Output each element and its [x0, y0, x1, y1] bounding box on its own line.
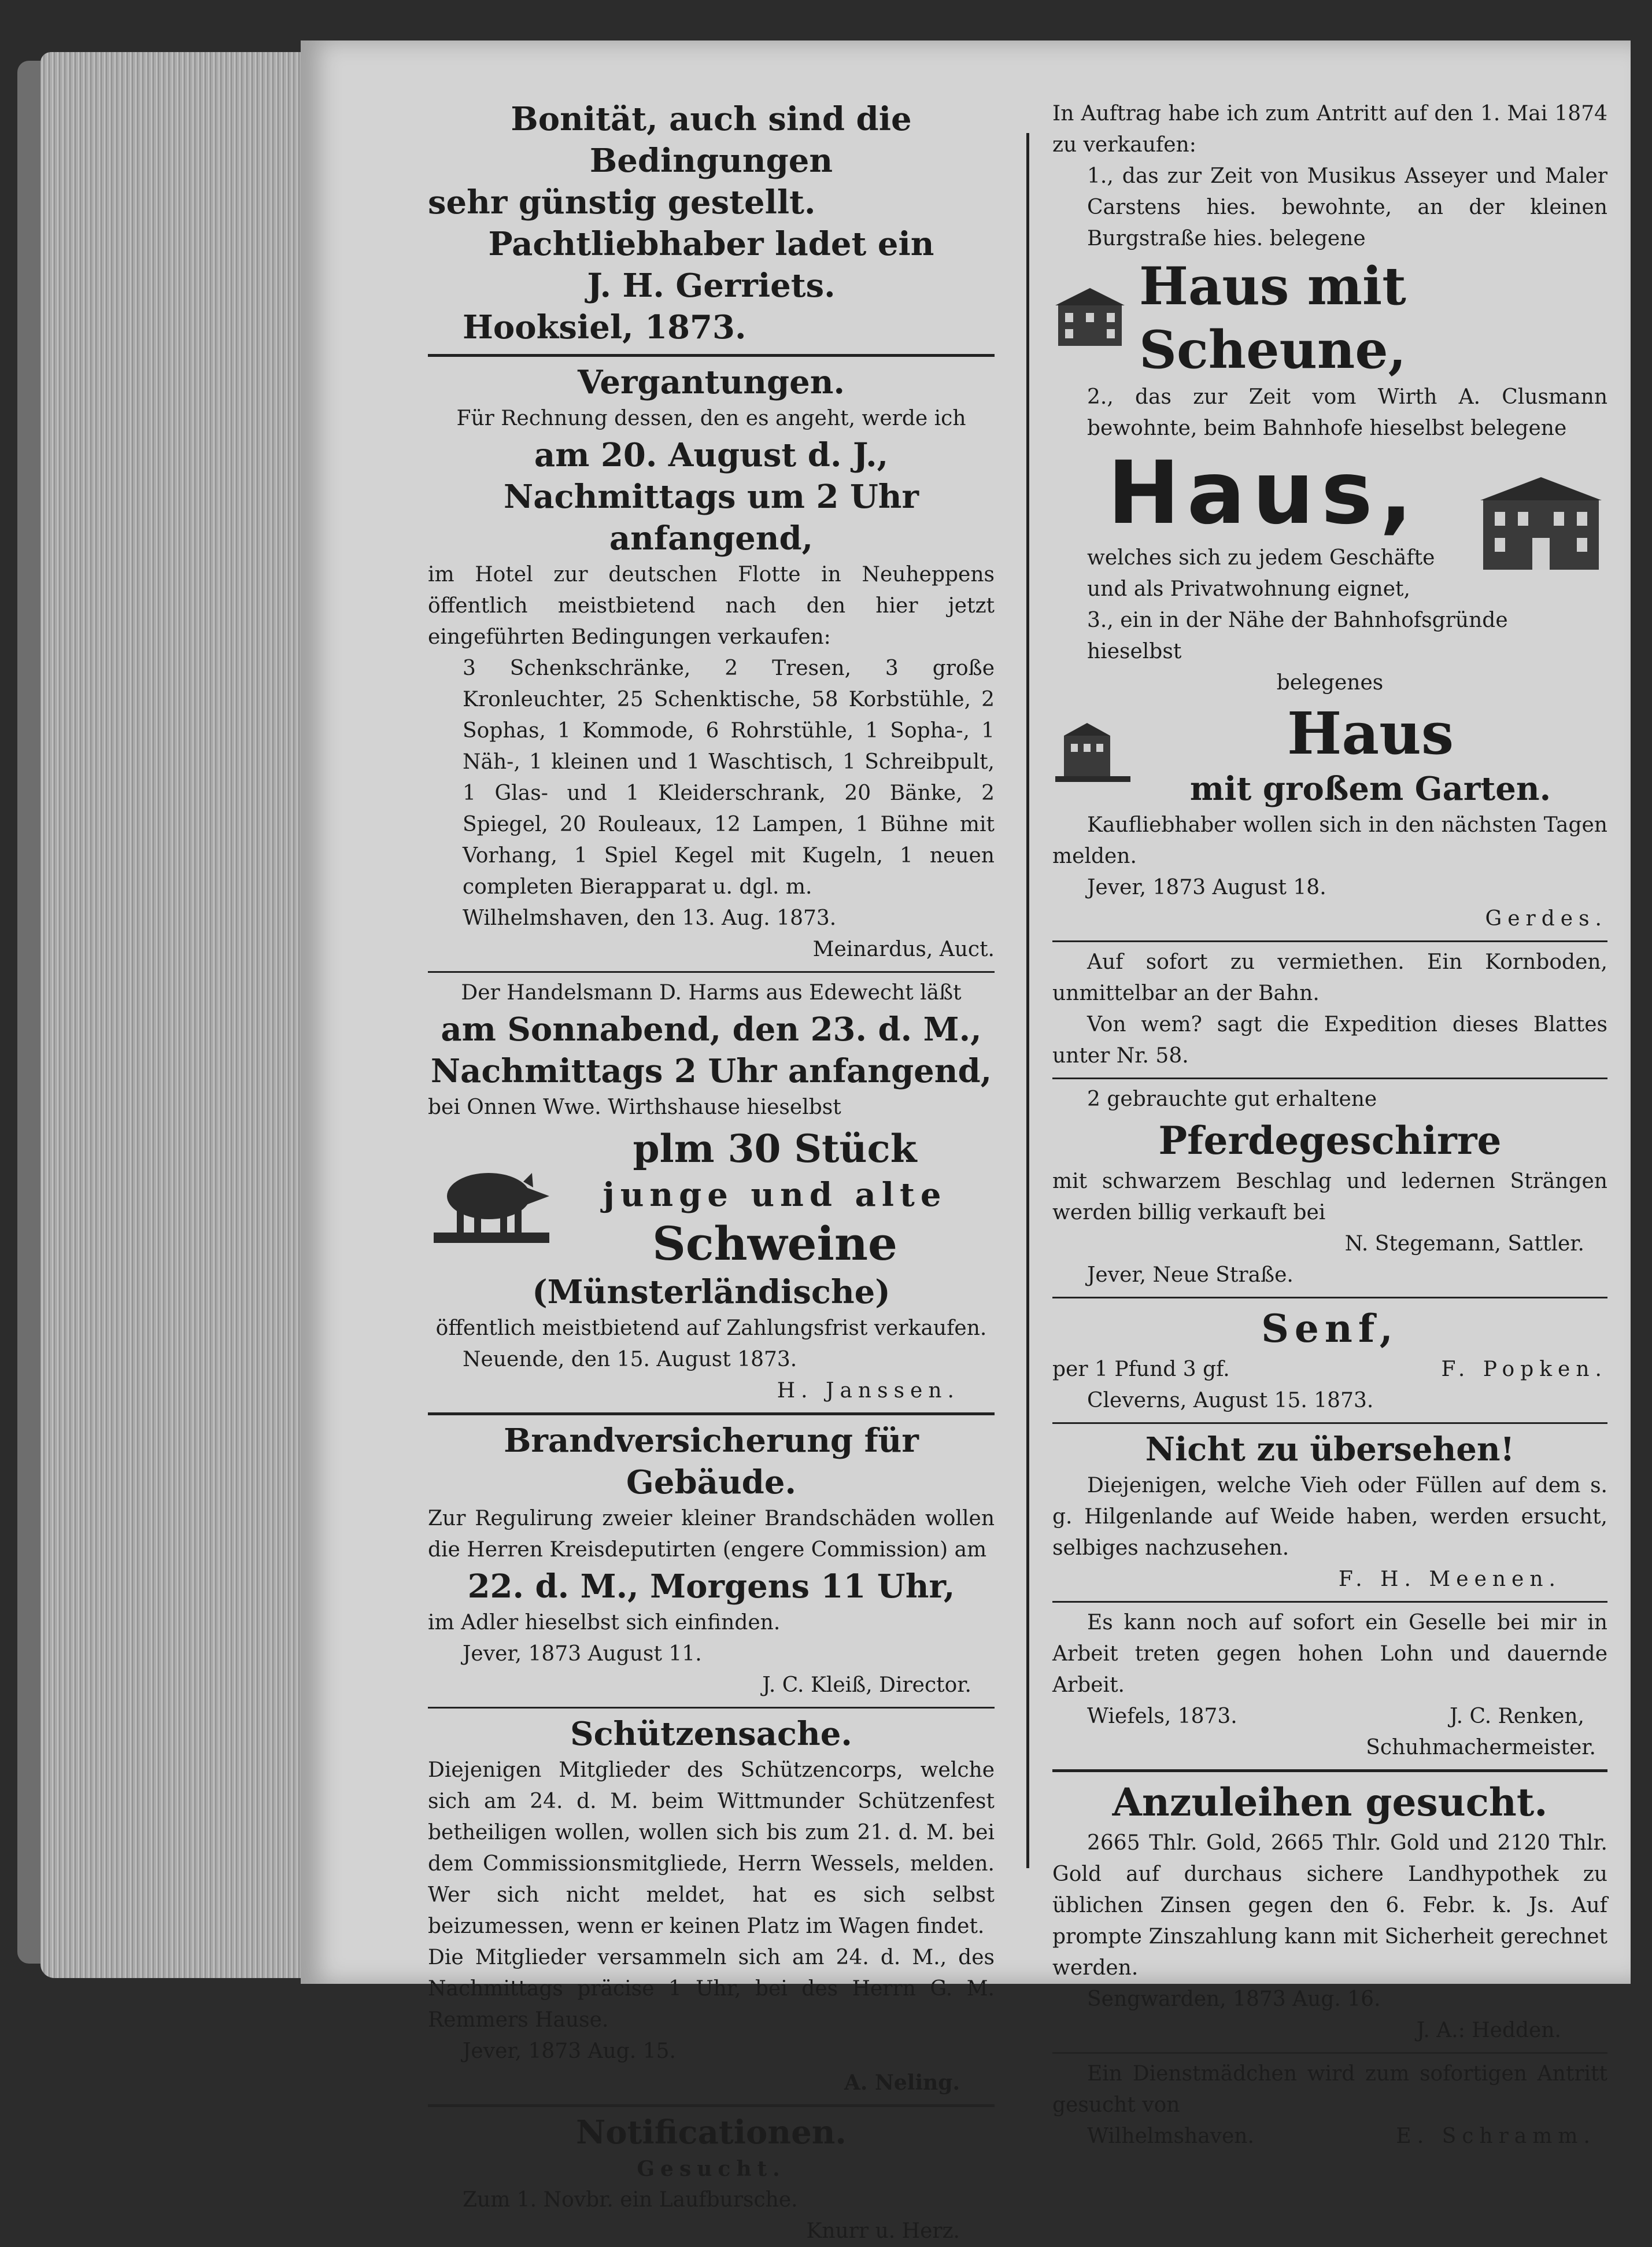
ad-text: mit schwarzem Beschlag und ledernen Strängen werden billig verkauft bei	[1052, 1169, 1607, 1224]
ad-line	[1052, 1354, 1607, 1385]
ad-signature: J. H. Gerriets.	[587, 267, 836, 305]
ad-signature: Knurr u. Herz.	[806, 2219, 960, 2243]
ad-haus-verkauf	[1052, 98, 1607, 935]
ad-signature: F. Popken.	[1441, 1357, 1607, 1381]
ad-signature: N. Stegemann, Sattler.	[1344, 1232, 1584, 1256]
ad-title: Notificationen.	[576, 2113, 847, 2152]
villa-icon	[1474, 471, 1607, 578]
rule	[428, 1707, 995, 1709]
ad-notificationen	[428, 2112, 995, 2247]
ad-line: sehr günstig gestellt.	[428, 183, 816, 222]
rule	[1052, 1297, 1607, 1298]
ad-geselle	[1052, 1607, 1607, 1763]
ad-place: Wiefels, 1873.	[1087, 1704, 1237, 1728]
ad-signature: F. H. Meenen.	[1338, 1567, 1561, 1591]
ad-line	[1052, 2121, 1607, 2152]
ad-count: plm 30 Stück	[633, 1126, 917, 1171]
rule	[428, 2104, 995, 2107]
ad-text: Die Mitglieder versammeln sich am 24. d. M., des Nachmittags präcise 1 Uhr, bei des Herrn G. M. Remmers Hause.	[428, 1946, 995, 2032]
rule	[1052, 1601, 1607, 1603]
ad-items: 3 Schenkschränke, 2 Tresen, 3 große Kronleuchter, 25 Schenktische, 58 Korbstühle, 2 Sophas, 1 Kommode, 6 Rohrstühle, 1 Sopha-, 1 Näh-, 1 kleinen und 1 Waschtisch, 1 Schreibpult, 1 Glas- und 1 Kleiderschrank, 20 Bänke, 2 Spiegel, 20 Rouleaux, 12 Lampen, 1 Bühne mit Vorhang, 1 Spiel Kegel mit Kugeln, 1 neuen completen Bierapparat u. dgl. m.	[463, 656, 995, 899]
ad-headline: Haus	[1287, 699, 1454, 768]
ad-time: Nachmittags 2 Uhr anfangend,	[430, 1052, 992, 1090]
ad-schweine	[428, 977, 995, 1407]
ad-title: Nicht zu übersehen!	[1145, 1430, 1515, 1469]
ad-text: Von wem? sagt die Expedition dieses Blattes unter Nr. 58.	[1052, 1013, 1607, 1068]
ad-text: im Adler hieselbst sich einfinden.	[428, 1611, 781, 1634]
rule	[1052, 940, 1607, 942]
ad-line	[1052, 1701, 1607, 1732]
ad-text: Kaufliebhaber wollen sich in den nächsten Tagen melden.	[1052, 813, 1607, 868]
rule	[1052, 2052, 1607, 2054]
ad-text: öffentlich meistbietend auf Zahlungsfrist verkaufen.	[435, 1316, 987, 1340]
ad-pferdegeschirre	[1052, 1084, 1607, 1291]
pig-block	[428, 1123, 995, 1271]
ad-animal: Schweine	[652, 1216, 897, 1271]
ad-place: Jever, 1873 August 18.	[1087, 876, 1326, 899]
left-column	[428, 98, 995, 2247]
ad-text: Für Rechnung dessen, den es angeht, werde ich	[456, 407, 966, 430]
ad-headline: Haus mit Scheune,	[1139, 256, 1406, 381]
ad-kornboden	[1052, 947, 1607, 1072]
rule	[428, 971, 995, 973]
rule	[1052, 1078, 1607, 1079]
ad-item: 3., ein in der Nähe der Bahnhofsgründe hieselbst	[1087, 608, 1508, 663]
ad-line: Bonität, auch sind die Bedingungen	[511, 100, 912, 180]
ad-title: Senf,	[1261, 1306, 1399, 1351]
ad-headline: Haus,	[1107, 443, 1420, 544]
book-page-edges	[40, 52, 312, 1978]
ad-item: welches sich zu jedem Geschäfte und als Privatwohnung eignet,	[1087, 546, 1435, 601]
house-icon	[1052, 285, 1128, 351]
ad-title: Schützensache.	[570, 1715, 852, 1753]
house-row-2	[1052, 444, 1607, 605]
ad-text: Ein Dienstmädchen wird zum sofortigen Antritt gesucht von	[1052, 2062, 1607, 2117]
ad-text: Der Handelsmann D. Harms aus Edewecht läßt	[461, 981, 962, 1005]
ad-place: Jever, 1873 Aug. 15.	[463, 2039, 676, 2063]
ad-place: Wilhelmshaven.	[1087, 2124, 1254, 2148]
column-divider	[1026, 133, 1029, 1868]
ad-breed: (Münsterländische)	[532, 1273, 890, 1311]
ad-headline-sub: mit großem Garten.	[1189, 770, 1551, 808]
ad-text: Zur Regulirung zweier kleiner Brandschäden wollen die Herren Kreisdeputirten (engere Commission) am	[428, 1507, 995, 1562]
ad-item: belegenes	[1276, 671, 1384, 695]
ad-brandversicherung	[428, 1420, 995, 1701]
ad-item: 1., das zur Zeit von Musikus Asseyer und Maler Carstens hies. bewohnte, an der kleinen Burgstraße hies. belegene	[1087, 164, 1607, 250]
right-column	[1052, 98, 1607, 2152]
rule	[428, 1412, 995, 1415]
ad-text: 2665 Thlr. Gold, 2665 Thlr. Gold und 2120 Thlr. Gold auf durchaus sichere Landhypothek zu üblichen Zinsen gegen den 6. Febr. k. Js. Auf prompte Zinszahlung kann mit Sicherheit gerechnet werden.	[1052, 1831, 1607, 1980]
ad-text: In Auftrag habe ich zum Antritt auf den 1. Mai 1874 zu verkaufen:	[1052, 102, 1607, 157]
ad-nicht-uebersehen	[1052, 1429, 1607, 1595]
ad-pacht	[428, 98, 995, 348]
ad-vergantungen	[428, 361, 995, 965]
ad-schuetzensache	[428, 1713, 995, 2098]
ad-text: Zum 1. Novbr. ein Laufbursche.	[463, 2188, 798, 2212]
rule	[1052, 1769, 1607, 1772]
ad-text: bei Onnen Wwe. Wirthshause hieselbst	[428, 1095, 841, 1119]
ad-place: Neuende, den 15. August 1873.	[463, 1348, 797, 1371]
ad-signature: H. Janssen.	[777, 1379, 960, 1403]
pig-illustration	[428, 1141, 555, 1253]
ad-dienstmaedchen	[1052, 2058, 1607, 2152]
rule	[428, 354, 995, 357]
ad-place: Cleverns, August 15. 1873.	[1087, 1389, 1374, 1412]
ad-title: Anzuleihen gesucht.	[1112, 1780, 1548, 1825]
house-garden-icon	[1052, 718, 1133, 790]
ad-kind: junge und alte	[603, 1176, 947, 1214]
ad-date: 22. d. M., Morgens 11 Uhr,	[467, 1567, 955, 1606]
house-row-1	[1052, 254, 1607, 382]
ad-subtitle: Gesucht.	[637, 2157, 786, 2181]
ad-date: am Sonnabend, den 23. d. M.,	[441, 1010, 982, 1049]
ad-signature: J. C. Kleiß, Director.	[762, 1673, 971, 1697]
ad-place: Sengwarden, 1873 Aug. 16.	[1087, 1987, 1381, 2011]
ad-signature: Gerdes.	[1485, 907, 1607, 931]
ad-date: am 20. August d. J.,	[534, 436, 889, 474]
ad-text: Es kann noch auf sofort ein Geselle bei mir in Arbeit treten gegen hohen Lohn und dauernde Arbeit.	[1052, 1611, 1607, 1697]
ad-time: Nachmittags um 2 Uhr anfangend,	[504, 478, 919, 558]
ad-title: Brandversicherung für Gebäude.	[504, 1422, 919, 1501]
ad-title: Vergantungen.	[578, 363, 845, 401]
ad-line: Pachtliebhaber ladet ein	[488, 225, 934, 263]
ad-signature: Meinardus, Auct.	[812, 938, 995, 961]
ad-text: Auf sofort zu vermiethen. Ein Kornboden, unmittelbar an der Bahn.	[1052, 950, 1607, 1005]
ad-text: im Hotel zur deutschen Flotte in Neuheppens öffentlich meistbietend nach den hier jetzt eingeführten Bedingungen verkaufen:	[428, 563, 995, 649]
house-row-3	[1052, 699, 1607, 810]
ad-text: 2 gebrauchte gut erhaltene	[1087, 1087, 1377, 1111]
ad-title: Pferdegeschirre	[1158, 1118, 1502, 1163]
rule	[1052, 1422, 1607, 1424]
ad-price: per 1 Pfund 3 gf.	[1052, 1357, 1230, 1381]
ad-signature: E. Schramm.	[1396, 2124, 1596, 2148]
ad-place: Hooksiel, 1873.	[463, 308, 746, 346]
ad-signature: A. Neling.	[844, 2071, 960, 2095]
ad-signature: J. A.: Hedden.	[1416, 2019, 1561, 2042]
ad-place: Wilhelmshaven, den 13. Aug. 1873.	[463, 906, 837, 930]
ad-place: Jever, 1873 August 11.	[463, 1642, 702, 1666]
ad-place: Jever, Neue Straße.	[1087, 1263, 1293, 1287]
ad-signature: J. C. Renken,	[1449, 1704, 1584, 1728]
ad-signature-title: Schuhmachermeister.	[1366, 1736, 1596, 1759]
ad-anzuleihen	[1052, 1777, 1607, 2046]
ad-senf	[1052, 1303, 1607, 1416]
ad-item: 2., das zur Zeit vom Wirth A. Clusmann bewohnte, beim Bahnhofe hieselbst belegene	[1087, 385, 1607, 440]
ad-text: Diejenigen, welche Vieh oder Füllen auf dem s. g. Hilgenlande auf Weide haben, werden ersucht, selbiges nachzusehen.	[1052, 1474, 1607, 1560]
ad-text: Diejenigen Mitglieder des Schützencorps, welche sich am 24. d. M. beim Wittmunder Schützenfest betheiligen wollen, wollen sich bis zum 21. d. M. bei dem Commissionsmitgliede, Herrn Wessels, melden. Wer sich nicht meldet, hat es sich selbst beizumessen, wenn er keinen Platz im Wagen findet.	[428, 1758, 995, 1938]
